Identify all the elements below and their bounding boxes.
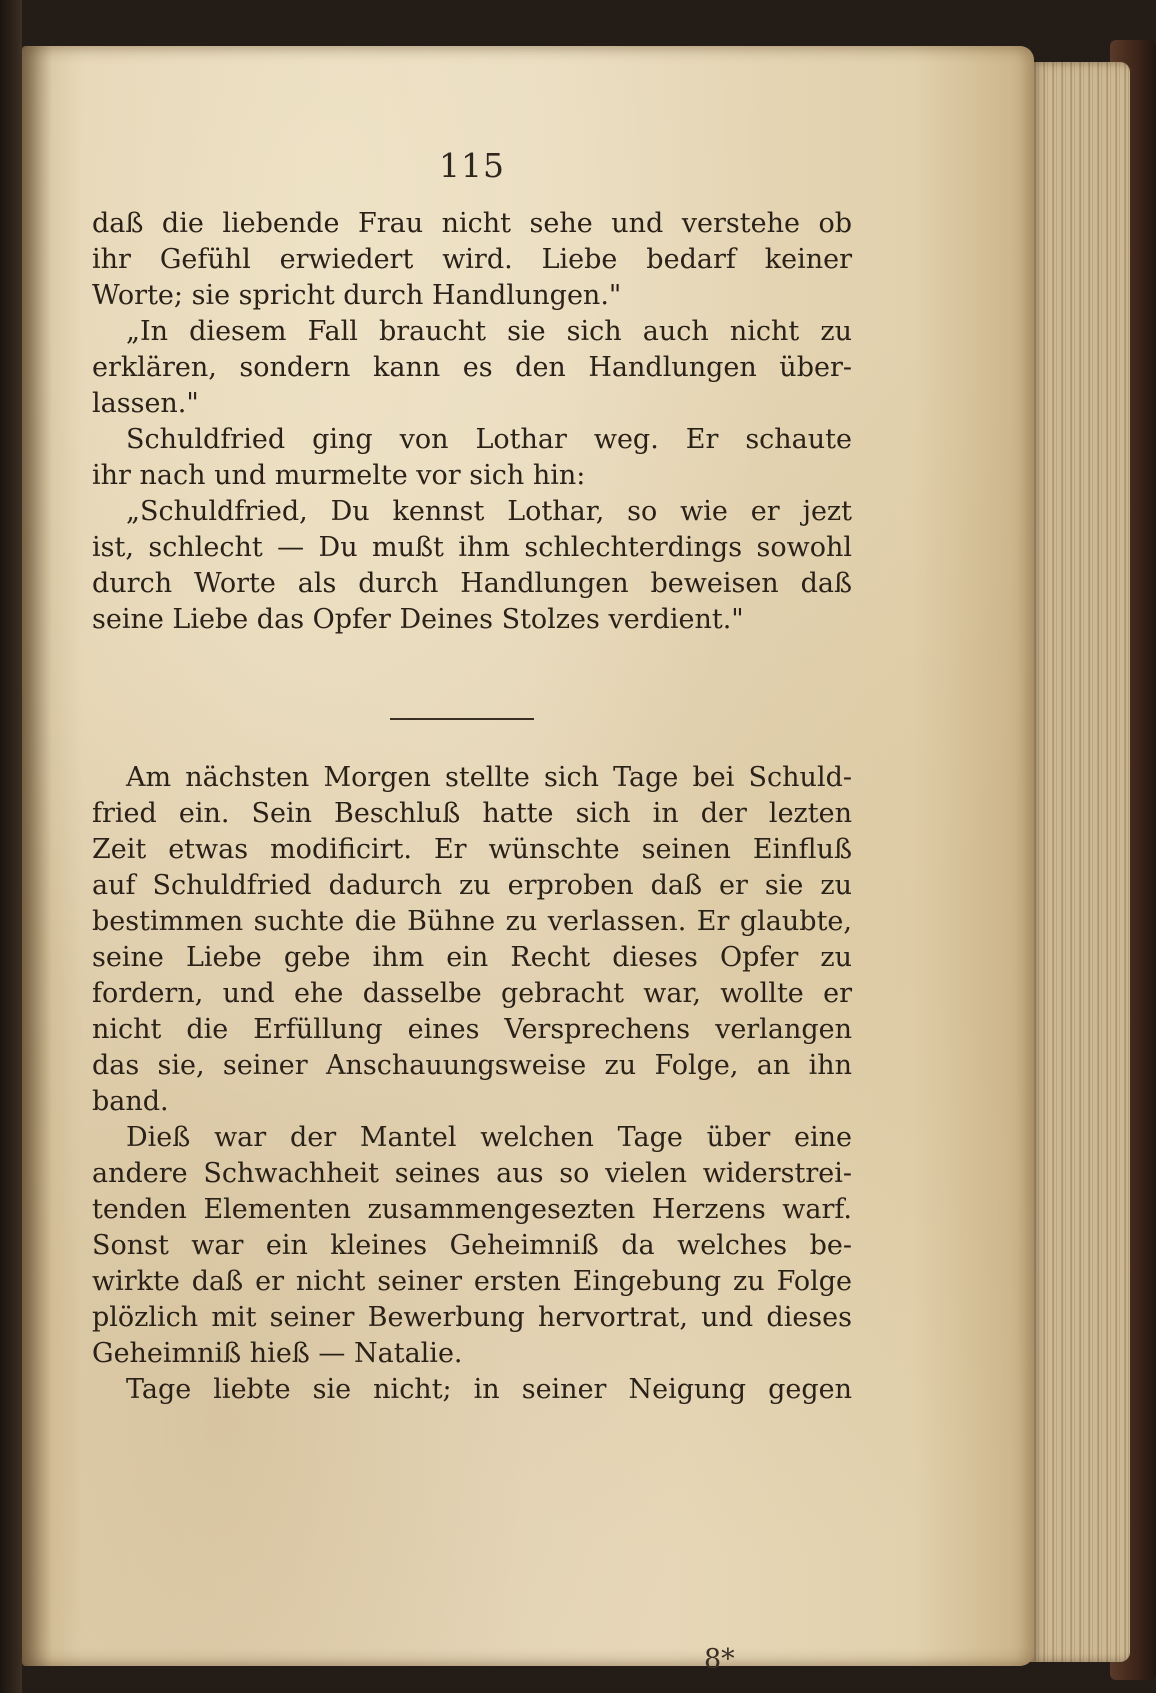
section-separator-rule [390,718,534,720]
page-gutter-shadow [22,46,52,1666]
text-line: Worte; sie spricht durch Handlungen." [92,280,622,311]
signature-mark: 8* [704,1644,735,1675]
text-line: seine Liebe das Opfer Deines Stolzes verdient." [92,604,744,635]
text-line: Zeit etwas modificirt. Er wünschte seinen Einfluß [92,834,852,865]
text-line: „In diesem Fall braucht sie sich auch nicht zu [126,316,852,347]
text-line: bestimmen suchte die Bühne zu verlassen. Er glaubte, [92,906,852,937]
page-number: 115 [439,146,505,185]
text-line: Sonst war ein kleines Geheimniß da welches be- [92,1230,852,1261]
text-block-lower [92,760,852,1408]
book-page [22,46,1034,1675]
text-line: Dieß war der Mantel welchen Tage über eine [126,1122,852,1153]
book-spine [0,0,22,1693]
text-line: durch Worte als durch Handlungen beweisen daß [92,568,852,599]
page-stack-edges [1030,62,1130,1662]
text-line: seine Liebe gebe ihm ein Recht dieses Opfer zu [92,942,852,973]
text-line: „Schuldfried, Du kennst Lothar, so wie er jezt [126,496,852,527]
text-line: fordern, und ehe dasselbe gebracht war, wollte er [92,978,852,1009]
text-block-upper [92,206,852,638]
text-line: fried ein. Sein Beschluß hatte sich in der lezten [92,798,852,829]
text-line: Geheimniß hieß — Natalie. [92,1338,463,1369]
text-line: das sie, seiner Anschauungsweise zu Folge, an ihn [92,1050,852,1081]
text-line: ihr Gefühl erwiedert wird. Liebe bedarf keiner [92,244,852,275]
text-line: Am nächsten Morgen stellte sich Tage bei Schuld- [126,762,852,793]
text-line: plözlich mit seiner Bewerbung hervortrat, und dieses [92,1302,852,1333]
text-line: daß die liebende Frau nicht sehe und verstehe ob [92,208,852,239]
text-line: lassen." [92,388,199,419]
text-line: Tage liebte sie nicht; in seiner Neigung gegen [126,1374,852,1405]
text-line: auf Schuldfried dadurch zu erproben daß er sie zu [92,870,852,901]
text-line: erklären, sondern kann es den Handlungen über- [92,352,852,383]
text-line: Schuldfried ging von Lothar weg. Er schaute [126,424,852,455]
text-line: ihr nach und murmelte vor sich hin: [92,460,586,491]
text-line: band. [92,1086,169,1117]
text-line: ist, schlecht — Du mußt ihm schlechterdings sowohl [92,532,852,563]
text-line: tenden Elementen zusammengesezten Herzens warf. [92,1194,852,1225]
text-line: nicht die Erfüllung eines Versprechens verlangen [92,1014,852,1045]
text-line: wirkte daß er nicht seiner ersten Eingebung zu Folge [92,1266,852,1297]
text-line: andere Schwachheit seines aus so vielen widerstrei- [92,1158,852,1189]
